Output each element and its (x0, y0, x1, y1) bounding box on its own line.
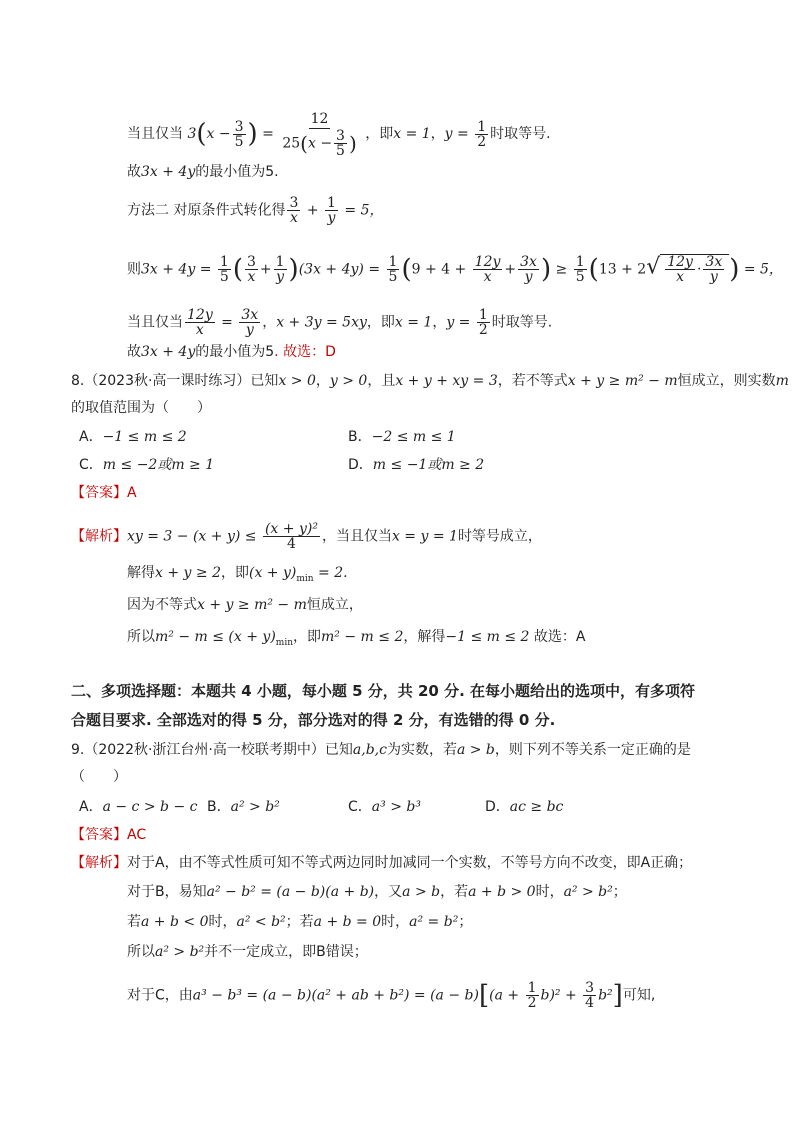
math: b)² + (540, 987, 582, 1004)
solution-line-1: 当且仅当 3(x − $\frac{3}{5}$ ) = 12 25(x − $\frac{3}{5}$ ) ，即x = 1，y = $\frac{1}{2}$ 时取等号. (127, 111, 551, 159)
solution-line-6 (127, 342, 336, 362)
option-text: m ≤ −1或m ≥ 2 (372, 457, 485, 473)
num: 3x (241, 307, 259, 323)
math: (3x + 4y) = (298, 261, 385, 278)
math: −1 ≤ m ≤ 2 (445, 629, 530, 645)
q8-answer (71, 483, 137, 503)
analysis-tag: 【解析】 (71, 528, 127, 545)
text: 8.（2023秋·高一课时练习）已知 (71, 373, 279, 389)
fraction (665, 255, 695, 284)
fraction (334, 129, 347, 158)
math: = (216, 314, 238, 331)
text: 所以 (127, 629, 155, 645)
text: 时， (381, 914, 410, 930)
text: 时取等号. (491, 314, 553, 331)
text: 当且仅当 (127, 126, 183, 142)
den: y (524, 269, 533, 285)
text: ，当且仅当 (321, 528, 392, 545)
math: m² − m ≤ (x + y) (155, 629, 276, 645)
text: ，则下列不等关系一定正确的是 (494, 742, 691, 758)
option-text: ac ≥ bc (509, 799, 564, 815)
den: x (483, 269, 492, 285)
value: 5 (265, 164, 275, 180)
math: x + y ≥ m² − m (567, 373, 678, 389)
fraction (475, 120, 488, 149)
math: m² − m ≤ 2 (321, 629, 404, 645)
num: 3 (234, 118, 244, 135)
subscript: min (296, 573, 314, 584)
q9-answer (71, 825, 146, 845)
sqrt-body (660, 254, 729, 284)
fraction (287, 196, 300, 225)
option-label: B． (348, 429, 372, 445)
math: a² > b² (155, 944, 205, 960)
num: 12y (187, 307, 213, 323)
text: ； (612, 884, 627, 900)
text: 故 (127, 344, 141, 360)
text: ， (262, 314, 277, 331)
num: 1 (388, 254, 398, 270)
text: ，解得 (403, 629, 446, 645)
math: = 5， (739, 261, 783, 278)
den: y (276, 269, 285, 285)
analysis-tag: 【解析】 (71, 855, 127, 871)
text: ，即 (366, 314, 395, 331)
math: x = y = 1 (391, 528, 458, 545)
option-text: −1 ≤ m ≤ 2 (102, 429, 187, 445)
text: 故 (127, 164, 141, 180)
paren-open: ( (232, 254, 243, 285)
text: ，若 (440, 884, 469, 900)
q8-analysis-2 (127, 563, 348, 589)
text: 当且仅当 (127, 314, 183, 331)
q8-option-c[interactable] (79, 455, 214, 475)
fraction (218, 255, 231, 284)
answer-wrap (534, 629, 586, 645)
q8-option-b[interactable] (348, 427, 456, 447)
den: y (245, 322, 254, 338)
answer-tag: 【答案】 (71, 827, 127, 843)
num: 12y (474, 254, 501, 270)
paren-open: ( (588, 254, 599, 285)
num: 1 (575, 254, 585, 270)
math: a > b (402, 884, 441, 900)
text: 并不一定成立，即B错误； (204, 944, 368, 960)
question-9-paren (71, 767, 127, 787)
math: a² > b² (563, 884, 613, 900)
text: 所以 (127, 944, 155, 960)
text: 对于C，由 (127, 987, 193, 1004)
q9-analysis-5 (127, 981, 655, 1010)
text: 可知, (622, 987, 656, 1004)
question-8-stem-2 (71, 398, 211, 418)
q9-option-d[interactable] (485, 797, 563, 817)
math: + (302, 202, 324, 219)
math: (a + (489, 987, 524, 1004)
math: a + b < 0 (141, 914, 209, 930)
q9-analysis-3 (127, 912, 472, 932)
math: ≥ (551, 261, 572, 278)
paren-open: ( (300, 131, 308, 156)
paren-close: ) (540, 254, 552, 285)
num: 1 (477, 118, 487, 135)
den: x (247, 269, 256, 285)
math: = 2. (313, 565, 348, 581)
plus: + (504, 261, 517, 278)
q9-option-c[interactable] (348, 797, 421, 817)
math: 9 + 4 + (411, 261, 471, 278)
text: 二、多项选择题：本题共 4 小题，每小题 5 分，共 20 分. 在每小题给出的选项中，有多项符 (71, 682, 696, 700)
num: 3x (705, 254, 723, 270)
fraction (274, 255, 287, 284)
den: 5 (388, 269, 398, 285)
math: (x + y) (248, 565, 297, 581)
math: x + y ≥ m² − m (197, 597, 307, 613)
math: a² − b² = (a − b)(a + b) (206, 884, 375, 900)
fraction (185, 308, 215, 337)
fraction (477, 308, 490, 337)
m: x − (206, 126, 231, 142)
math: a,b,c (352, 742, 387, 758)
option-label: C． (79, 457, 103, 473)
math: y > 0 (329, 373, 368, 389)
math: x + y ≥ 2 (155, 565, 221, 581)
math: = 5， (339, 202, 384, 219)
text: 对于B，易知 (127, 884, 207, 900)
fraction (703, 255, 724, 284)
option-label: D． (348, 457, 373, 473)
text: ； (458, 914, 473, 930)
answer-value: AC (127, 827, 147, 843)
den: 2 (478, 322, 488, 338)
den: 2 (477, 133, 487, 150)
bracket-close: ] (612, 980, 623, 1011)
math: x = 1 (393, 126, 431, 142)
den: 5 (336, 143, 345, 159)
fraction (245, 255, 258, 284)
text: 因为不等式 (127, 597, 197, 613)
fraction (280, 110, 358, 158)
num: 3 (585, 980, 595, 996)
math: m (775, 373, 789, 389)
math: 3x + 4y (141, 344, 196, 360)
q8-analysis-1 (71, 522, 542, 551)
paren-open: ( (401, 254, 412, 285)
text: （ ） (71, 769, 127, 785)
paren-close: ) (348, 131, 357, 156)
num: 3 (246, 254, 256, 270)
text: ，又 (374, 884, 403, 900)
num: 12 (310, 111, 329, 127)
num: 3 (336, 128, 345, 144)
text: ，即 (293, 629, 322, 645)
text: ，且 (367, 373, 396, 389)
den: 5 (219, 269, 229, 285)
num: (x + y)² (264, 521, 318, 537)
value: 5 (265, 344, 275, 360)
text: 若 (127, 914, 141, 930)
text: 的最小值为 (195, 164, 266, 180)
text: 时等号成立， (457, 528, 542, 545)
den: 4 (287, 536, 296, 552)
text: 方法二 对原条件式转化得 (127, 202, 286, 219)
solution-line-4 (127, 254, 783, 284)
num: 3 (289, 195, 299, 211)
option-label: D． (485, 799, 510, 815)
text: 对于A，由不等式性质可知不等式两边同时加减同一个实数，不等号方向不改变，即A正确； (127, 855, 693, 871)
text: ，即 (365, 126, 394, 142)
answer-value: A (127, 485, 137, 501)
fraction (387, 255, 400, 284)
math: 3x + 4y (141, 164, 196, 180)
den: 5 (575, 269, 585, 285)
q9-option-a[interactable] (79, 797, 197, 817)
option-label: B． (207, 799, 231, 815)
solution-line-2 (127, 162, 279, 182)
num: 12y (667, 254, 693, 270)
fraction (233, 120, 246, 149)
q9-analysis-2 (127, 882, 627, 902)
math: 3x + 4y = (141, 261, 216, 278)
den: y (709, 269, 718, 285)
m: 3 (187, 126, 197, 142)
math: 13 + 2 (598, 261, 647, 278)
text: 的取值范围为（ ） (71, 400, 211, 416)
fraction (325, 196, 338, 225)
den: y (327, 210, 336, 226)
text: ；若 (285, 914, 314, 930)
math: b² (598, 987, 613, 1004)
text: . (274, 164, 279, 180)
math: a² = b² (409, 914, 459, 930)
text: 恒成立， (306, 597, 363, 613)
text: 为实数，若 (386, 742, 457, 758)
num: 1 (275, 254, 285, 270)
plus: + (259, 261, 272, 278)
option-label: A． (79, 429, 103, 445)
num: 3x (520, 254, 537, 270)
q8-option-a[interactable] (79, 427, 187, 447)
answer: 故选：A (533, 629, 586, 645)
subscript: min (275, 637, 294, 648)
m: = (257, 126, 279, 142)
math: x + 3y = 5xy (276, 314, 367, 331)
den: x (289, 210, 298, 226)
bracket-open: [ (478, 980, 490, 1011)
math: x > 0 (278, 373, 316, 389)
question-8-stem: 8.（2023秋·高一课时练习）已知x > 0，y > 0，且x + y + xy = 3，若不等式x + y ≥ m² − m恒成立，则实数m (71, 373, 789, 389)
math: a > b (456, 742, 495, 758)
math (187, 111, 360, 159)
den: 4 (585, 995, 595, 1011)
text: ，即 (220, 565, 249, 581)
text: 解得 (127, 565, 155, 581)
den: 5 (234, 133, 244, 150)
paren-open: ( (196, 119, 207, 149)
text: 恒成立，则实数 (677, 373, 776, 389)
text: 合题目要求. 全部选对的得 5 分，部分选对的得 2 分，有选错的得 0 分. (71, 711, 556, 729)
solution-line-5: 当且仅当 $\frac{12y}{x}$ = $\frac{3x}{y}$ ，x + 3y = 5xy，即x = 1，y = $\frac{1}{2}$ 时取等号. (127, 307, 553, 338)
num: 1 (219, 254, 229, 270)
option-text: a − c > b − c (102, 799, 198, 815)
math: x = 1 (394, 314, 433, 331)
paren-close: ) (288, 254, 299, 285)
dot: · (696, 261, 702, 278)
answer: . 故选：D (274, 344, 336, 360)
sqrt-sign: √ (646, 254, 661, 280)
math: a + b = 0 (313, 914, 382, 930)
den: 2 (527, 995, 537, 1011)
text: ，若不等式 (497, 373, 568, 389)
num: 1 (527, 980, 537, 996)
paren-close: ) (247, 119, 258, 149)
text: 时， (535, 884, 564, 900)
fraction (518, 255, 539, 284)
math: a³ − b³ = (a − b)(a² + ab + b²) = (a − b) (192, 987, 479, 1004)
answer-tag: 【答案】 (71, 485, 127, 501)
math: a² < b² (236, 914, 286, 930)
option-text: −2 ≤ m ≤ 1 (371, 429, 456, 445)
q9-analysis-1 (71, 853, 692, 873)
q8-analysis-4 (127, 627, 585, 653)
option-text: a² > b² (230, 799, 280, 815)
solution-line-3 (127, 196, 383, 225)
option-label: C． (348, 799, 372, 815)
num: 1 (478, 307, 488, 323)
q9-option-b[interactable] (207, 797, 280, 817)
math: y = (446, 314, 475, 331)
m: x − (307, 135, 333, 152)
paren-close: ) (729, 254, 740, 285)
math: x + y + xy = 3 (395, 373, 498, 389)
fraction (263, 522, 320, 551)
q8-option-d[interactable] (348, 455, 484, 475)
text: 的最小值为 (195, 344, 266, 360)
q9-analysis-4 (127, 942, 368, 962)
q8-analysis-3 (127, 595, 363, 615)
fraction (473, 255, 503, 284)
text: 9.（2022秋·浙江台州·高一校联考期中）已知 (71, 742, 353, 758)
text: 时， (208, 914, 237, 930)
fraction (574, 255, 587, 284)
m: 25 (282, 135, 301, 152)
den (280, 129, 358, 158)
math: y = (444, 126, 474, 142)
den: x (676, 269, 685, 285)
fraction (239, 308, 260, 337)
option-text: a³ > b³ (371, 799, 421, 815)
fraction (526, 981, 539, 1010)
num: 1 (327, 195, 336, 211)
section-heading-1 (71, 681, 695, 701)
question-9-stem (71, 740, 691, 760)
den: x (195, 322, 204, 338)
option-text: m ≤ −2或m ≥ 1 (102, 457, 215, 473)
text: 则 (127, 261, 141, 278)
math: a + b > 0 (468, 884, 536, 900)
math: xy = 3 − (x + y) ≤ (127, 528, 261, 545)
option-label: A． (79, 799, 103, 815)
text: 时取等号. (490, 126, 551, 142)
section-heading-2 (71, 710, 555, 730)
fraction (583, 981, 596, 1010)
